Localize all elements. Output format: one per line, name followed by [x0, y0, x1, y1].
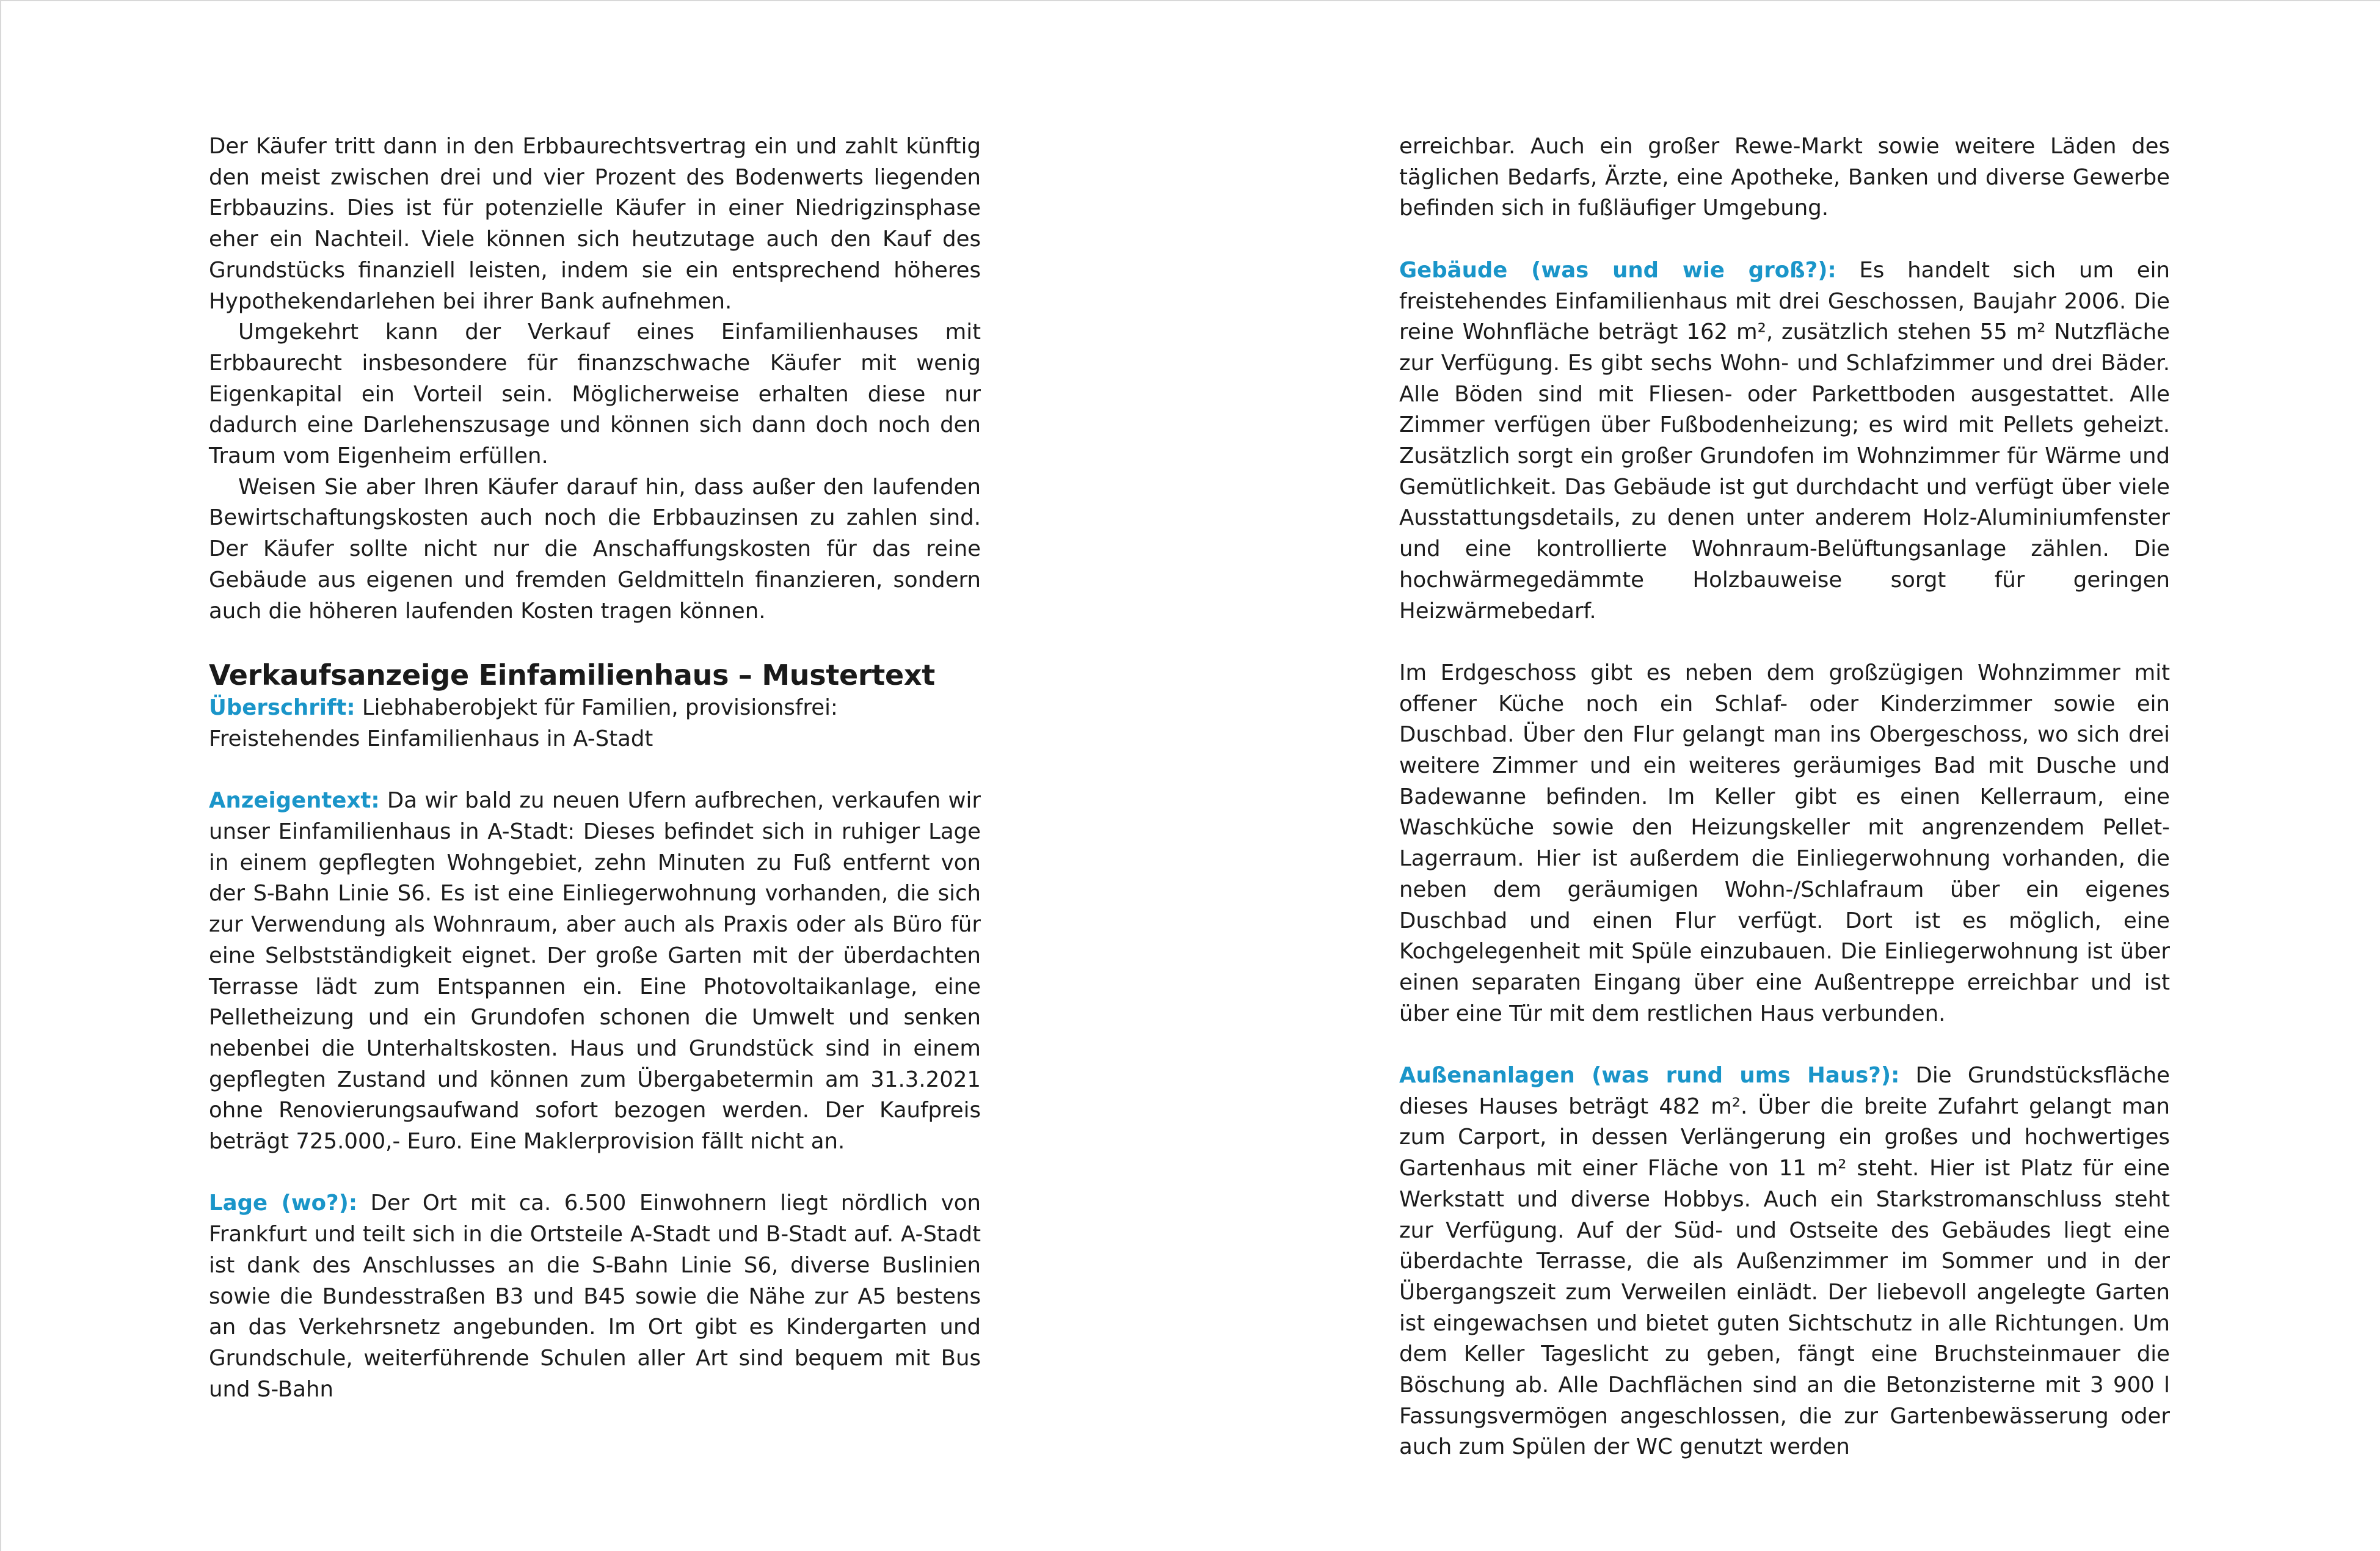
- paragraph-erbbauzins: Der Käufer tritt dann in den Erbbaurechtsvertrag ein und zahlt künftig den meist zwischen drei und vier Prozent des Bodenwerts liegenden Erbbauzins. Dies ist für potenzielle Käufer in einer Niedrigzinsphase eher ein Nachteil. Viele können sich heutzutage auch den Kauf des Grundstücks finanziell leisten, indem sie ein entsprechend höheres Hypothekendarlehen bei ihrer Bank aufnehmen.: [209, 134, 981, 314]
- location-entry: [209, 1188, 981, 1405]
- location-text: Der Ort mit ca. 6.500 Einwohnern liegt nördlich von Frankfurt und teilt sich in die Ortsteile A-Stadt und B-Stadt auf. A-Stadt ist dank des Anschlusses an die S-Bahn Linie S6, diverse Buslinien sowie die Bundesstraßen B3 und B45 sowie die Nähe zur A5 bestens an das Verkehrsnetz angebunden. Im Ort gibt es Kindergarten und Grundschule, weiterführende Schulen aller Art sind bequem mit Bus und S-Bahn: [209, 1191, 981, 1402]
- location-label: Lage (wo?):: [209, 1191, 358, 1216]
- section-heading: Verkaufsanzeige Einfamilienhaus – Mustertext: [209, 659, 935, 692]
- right-page-column: [1399, 131, 2170, 1463]
- paragraph-floors: Im Erdgeschoss gibt es neben dem großzügigen Wohnzimmer mit offener Küche noch ein Schlaf- oder Kinderzimmer sowie ein Duschbad. Über den Flur gelangt man ins Obergeschoss, wo sich drei weitere Zimmer und ein weiteres geräumiges Bad mit Dusche und Badewanne befinden. Im Keller gibt es einen Kellerraum, eine Waschküche sowie den Heizungskeller mit angrenzendem Pellet-Lagerraum. Hier ist außerdem die Einliegerwohnung vorhanden, die neben dem geräumigen Wohn-/Schlafraum über ein eigenes Duschbad und einen Flur verfügt. Dort ist es möglich, eine Kochgelegenheit mit Spüle einzubauen. Die Einliegerwohnung ist über einen separaten Eingang über eine Außentreppe erreichbar und ist über eine Tür mit dem restlichen Haus verbunden.: [1399, 660, 2170, 1026]
- headline-label: Überschrift:: [209, 695, 355, 721]
- paragraph-location-continued: erreichbar. Auch ein großer Rewe-Markt sowie weitere Läden des täglichen Bedarfs, Ärzte, eine Apotheke, Banken und diverse Gewerbe befinden sich in fußläufiger Umgebung.: [1399, 134, 2170, 221]
- outdoor-text: Die Grundstücksfläche dieses Hauses beträgt 482 m². Über die breite Zufahrt gelangt man zum Carport, in dessen Verlängerung ein großes und hochwertiges Gartenhaus mit einer Fläche von 11 m² steht. Hier ist Platz für eine Werkstatt und diverse Hobbys. Auch ein Starkstromanschluss steht zur Verfügung. Auf der Süd- und Ostseite des Gebäudes liegt eine überdachte Terrasse, die als Außenzimmer im Sommer und in der Übergangszeit zum Verweilen einlädt. Der liebevoll angelegte Garten ist eingewachsen und bietet guten Sichtschutz in alle Richtungen. Um dem Keller Tageslicht zu geben, fängt eine Bruchsteinmauer die Böschung ab. Alle Dachflächen sind an die Betonzisterne mit 3 900 l Fassungsvermögen angeschlossen, die zur Gartenbewässerung oder auch zum Spülen der WC genutzt werden: [1399, 1063, 2170, 1460]
- headline-text: Liebhaberobjekt für Familien, provisionsfrei: Freistehendes Einfamilienhaus in A-Stadt: [209, 695, 838, 751]
- paragraph-kaeufer-hinweis: Weisen Sie aber Ihren Käufer darauf hin, dass außer den laufenden Bewirtschaftungskosten auch noch die Erbbauzinsen zu zahlen sind. Der Käufer sollte nicht nur die Anschaffungskosten für das reine Gebäude aus eigenen und fremden Geldmitteln finanzieren, sondern auch die höheren laufenden Kosten tragen können.: [209, 474, 981, 624]
- left-page-column: [209, 131, 981, 1405]
- building-text: Es handelt sich um ein freistehendes Einfamilienhaus mit drei Geschossen, Baujahr 2006. Die reine Wohnfläche beträgt 162 m², zusätzlich stehen 55 m² Nutzfläche zur Verfügung. Es gibt sechs Wohn- und Schlafzimmer und drei Bäder. Alle Böden sind mit Fliesen- oder Parkettboden ausgestattet. Alle Zimmer verfügen über Fußbodenheizung; es wird mit Pellets geheizt. Zusätzlich sorgt ein großer Grundofen im Wohnzimmer für Wärme und Gemütlichkeit. Das Gebäude ist gut durchdacht und verfügt über viele Ausstattungsdetails, zu denen unter anderem Holz-Aluminiumfenster und eine kontrollierte Wohnraum-Belüftungsanlage zählen. Die hochwärmegedämmte Holzbauweise sorgt für geringen Heizwärmebedarf.: [1399, 257, 2170, 624]
- building-entry: [1399, 255, 2170, 627]
- outdoor-label: Außenanlagen (was rund ums Haus?):: [1399, 1063, 1900, 1089]
- outdoor-entry: [1399, 1060, 2170, 1463]
- paragraph-verkauf-erbbaurecht: Umgekehrt kann der Verkauf eines Einfamilienhauses mit Erbbaurecht insbesondere für finanzschwache Käufer mit wenig Eigenkapital ein Vorteil sein. Möglicherweise erhalten diese nur dadurch eine Darlehenszusage und können sich dann doch noch den Traum vom Eigenheim erfüllen.: [209, 319, 981, 469]
- ad-text-body: Da wir bald zu neuen Ufern aufbrechen, verkaufen wir unser Einfamilienhaus in A-Stadt: Dieses befindet sich in ruhiger Lage in einem gepflegten Wohngebiet, zehn Minuten zu Fuß entfernt von der S-Bahn Linie S6. Es ist eine Einliegerwohnung vorhanden, die sich zur Verwendung als Wohnraum, aber auch als Praxis oder als Büro für eine Selbstständigkeit eignet. Der große Garten mit der überdachten Terrasse lädt zum Entspannen ein. Eine Photovoltaikanlage, eine Pelletheizung und ein Grundofen schonen die Umwelt und senken nebenbei die Unterhaltskosten. Haus und Grundstück sind in einem gepflegten Zustand und können zum Übergabetermin am 31.3.2021 ohne Renovierungsaufwand sofort bezogen werden. Der Kaufpreis beträgt 725.000,- Euro. Eine Maklerprovision fällt nicht an.: [209, 788, 981, 1155]
- headline-entry: [209, 693, 981, 754]
- ad-text-label: Anzeigentext:: [209, 788, 380, 814]
- building-label: Gebäude (was und wie groß?):: [1399, 257, 1836, 283]
- ad-text-entry: [209, 786, 981, 1157]
